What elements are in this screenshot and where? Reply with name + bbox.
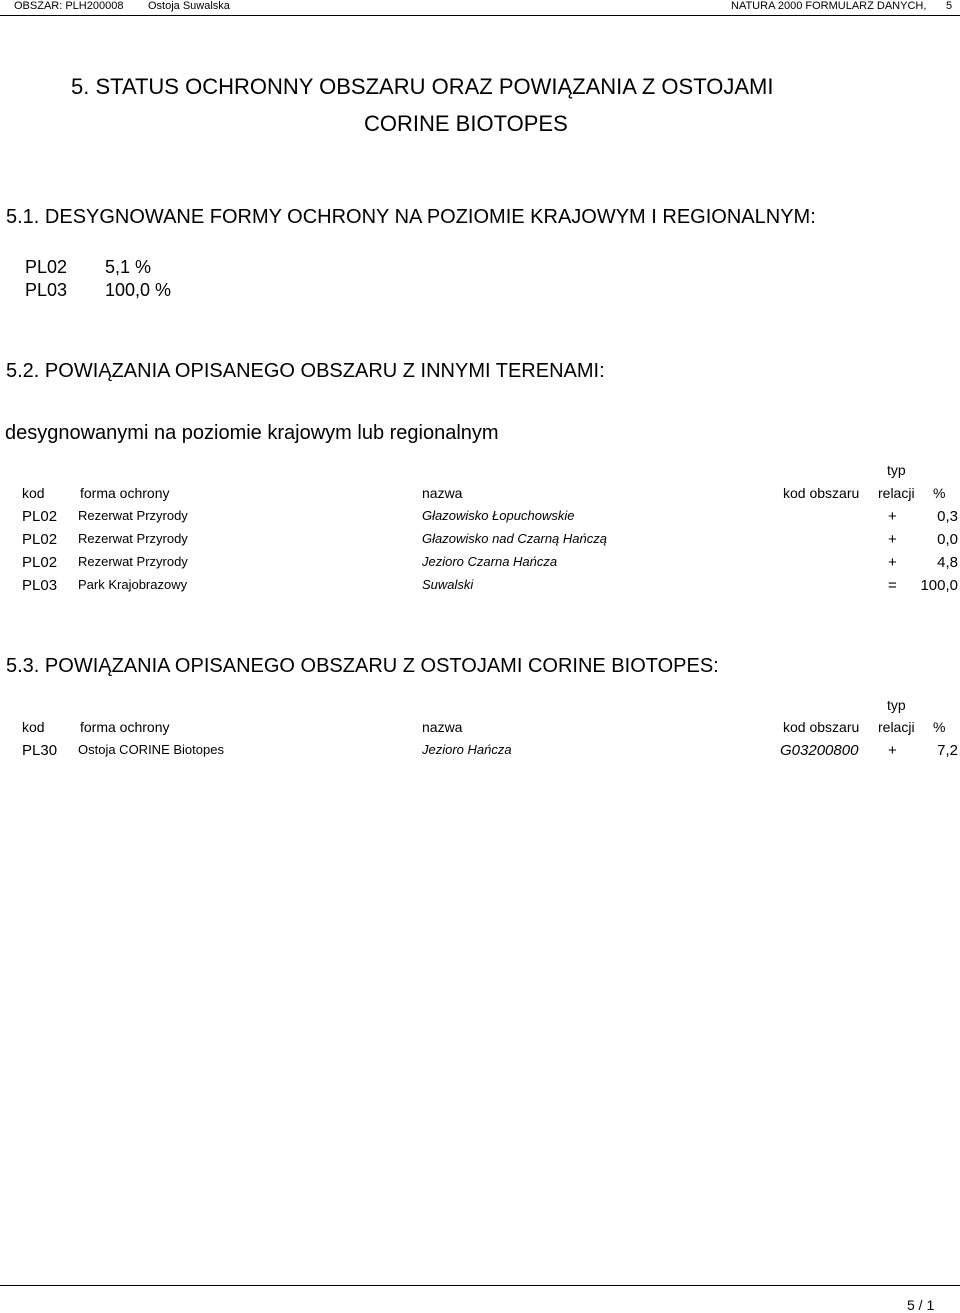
cell-kod-obszaru: G03200800 <box>780 742 859 759</box>
designation-code: PL03 <box>25 280 68 300</box>
section-5-3-heading: 5.3. POWIĄZANIA OPISANEGO OBSZARU Z OSTOJAMI CORINE BIOTOPES: <box>6 655 719 677</box>
header-ostoja: Ostoja Suwalska <box>148 0 230 12</box>
cell-forma: Rezerwat Przyrody <box>78 531 188 546</box>
cell-forma: Rezerwat Przyrody <box>78 554 188 569</box>
page-header <box>0 0 960 14</box>
cell-typ: = <box>888 577 897 594</box>
column-header-typ: typ <box>887 462 906 478</box>
cell-percent: 7,2 <box>937 742 958 759</box>
cell-percent: 100,0 <box>920 577 958 594</box>
designation-code: PL02 <box>25 257 68 277</box>
section-5-1-heading: 5.1. DESYGNOWANE FORMY OCHRONY NA POZIOMIE KRAJOWYM I REGIONALNYM: <box>6 206 816 228</box>
cell-nazwa: Głazowisko nad Czarną Hańczą <box>422 531 607 546</box>
column-header-percent: % <box>933 719 946 735</box>
page-title-line-2: CORINE BIOTOPES <box>364 111 568 136</box>
section-5-2-heading: 5.2. POWIĄZANIA OPISANEGO OBSZARU Z INNYMI TERENAMI: <box>6 360 605 382</box>
cell-forma: Rezerwat Przyrody <box>78 508 188 523</box>
cell-forma: Ostoja CORINE Biotopes <box>78 742 224 757</box>
column-header-typ: typ <box>887 697 906 713</box>
column-header-nazwa: nazwa <box>422 719 463 735</box>
cell-typ: + <box>888 742 897 759</box>
column-header-relacji: relacji <box>878 485 915 501</box>
section-5-2-subheading: desygnowanymi na poziomie krajowym lub regionalnym <box>5 422 499 444</box>
column-header-kod: kod <box>22 485 45 501</box>
header-divider <box>0 15 960 16</box>
column-header-forma-ochrony: forma ochrony <box>80 485 170 501</box>
cell-nazwa: Suwalski <box>422 577 474 592</box>
header-form: NATURA 2000 FORMULARZ DANYCH, <box>731 0 927 12</box>
column-header-forma-ochrony: forma ochrony <box>80 719 170 735</box>
column-header-nazwa: nazwa <box>422 485 463 501</box>
cell-kod: PL02 <box>22 508 58 525</box>
cell-nazwa: Jezioro Hańcza <box>422 742 512 757</box>
cell-kod: PL03 <box>22 577 58 594</box>
page-title-line-1: 5. STATUS OCHRONNY OBSZARU ORAZ POWIĄZANIA Z OSTOJAMI <box>71 74 774 99</box>
cell-typ: + <box>888 554 897 571</box>
column-header-relacji: relacji <box>878 719 915 735</box>
cell-forma: Park Krajobrazowy <box>78 577 188 592</box>
column-header-kod-obszaru: kod obszaru <box>783 719 860 735</box>
footer-divider <box>0 1285 960 1286</box>
header-obszar: OBSZAR: PLH200008 <box>14 0 124 12</box>
column-header-percent: % <box>933 485 946 501</box>
cell-percent: 4,8 <box>937 554 958 571</box>
column-header-kod-obszaru: kod obszaru <box>783 485 860 501</box>
footer-page-number: 5 / 1 <box>907 1297 935 1313</box>
cell-percent: 0,0 <box>937 531 958 548</box>
cell-typ: + <box>888 531 897 548</box>
cell-percent: 0,3 <box>937 508 958 525</box>
cell-nazwa: Głazowisko Łopuchowskie <box>422 508 575 523</box>
column-header-kod: kod <box>22 719 45 735</box>
cell-kod: PL02 <box>22 554 58 571</box>
cell-typ: + <box>888 508 897 525</box>
designation-value: 100,0 % <box>105 280 172 300</box>
cell-kod: PL02 <box>22 531 58 548</box>
cell-kod: PL30 <box>22 742 58 759</box>
cell-nazwa: Jezioro Czarna Hańcza <box>422 554 558 569</box>
designation-value: 5,1 % <box>105 257 152 277</box>
header-page-number: 5 <box>946 0 953 12</box>
